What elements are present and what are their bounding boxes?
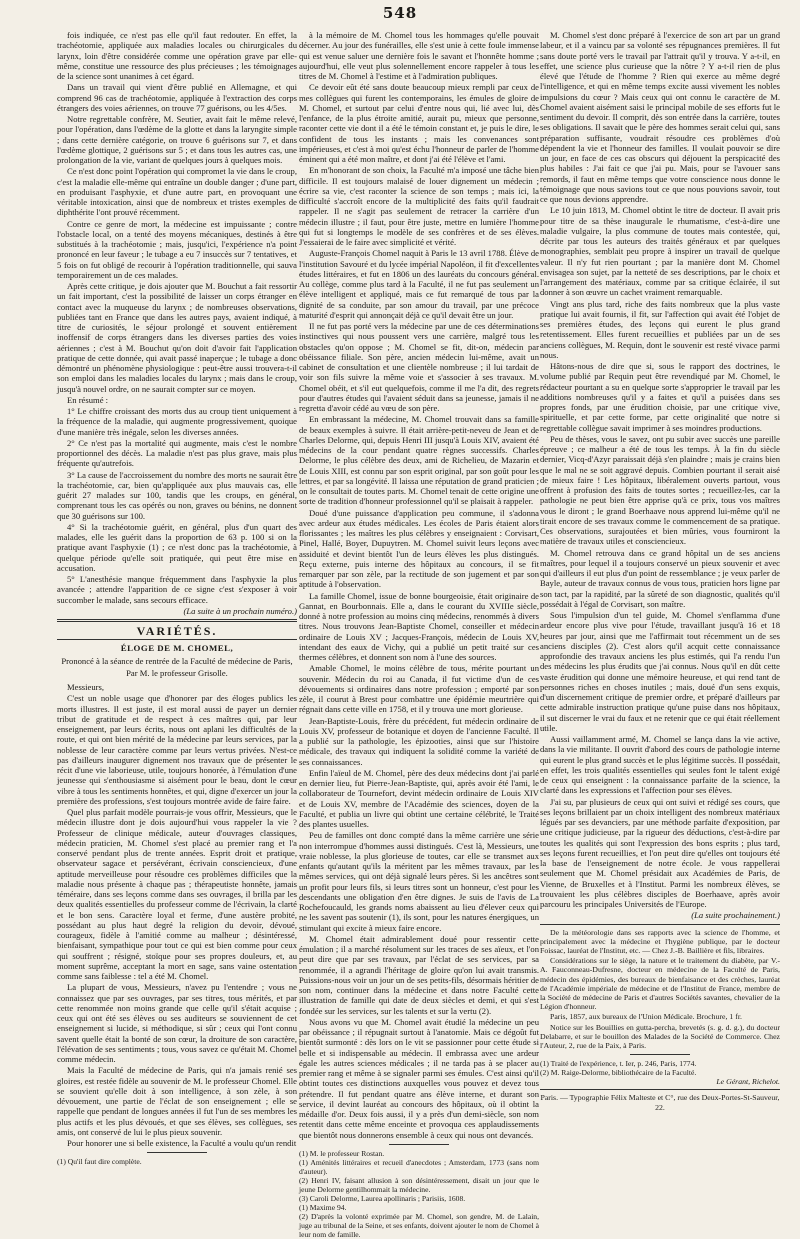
footnote: (1) M. le professeur Rostan.	[299, 1148, 385, 1158]
footnote: (1) Qu'il faut dire complète.	[57, 1157, 142, 1167]
paragraph: C'est un noble usage que d'honorer par des éloges publics les morts illustres. Il est juste, il est moral aussi de payer un dernier tribut de gratitude et de respect à ces maîtres qui, par leur enseignement, par leurs écrits, nous ont aplani les difficultés de la route, et qui ont bien mérité de la médecine par leurs services, par la noblesse de leur caractère comme par leurs vertus privées. N'est-ce pas d'ailleurs inaugurer dignement nos travaux que de présenter le récit d'une vie laborieuse, utile, toujours honorée, à l'émulation d'une jeunesse qui s'enthousiasme si aisément pour le beau, dont le cœur vibre à tous les sentiments honnêtes, et qui, digne d'exercer un jour la première des professions, s'est toujours montrée avide de faire faire.	[57, 693, 297, 806]
paragraph: fois indiquée, ce n'est pas elle qu'il faut redouter. En effet, la trachéotomie, appliquée aux maladies locales ou chirurgicales du larynx, loin d'être considérée comme une opération grave par elle-même, constitue une ressource des plus précieuses ; les témoignages de la science sont unanimes à cet égard.	[57, 30, 297, 81]
paragraph: Notre regrettable confrère, M. Seutier, avait fait le même relevé, pour l'opération, dans l'œdème de la glotte et dans la laryngite simple ; dans cette dernière catégorie, on trouve 6 guérisons sur 7, et dans l'œdème glottique, 2 guérisons sur 5 ; et dans tous les autres cas, une prolongation de la vie, variant de quelques jours à quelques mois.	[57, 114, 297, 165]
divider	[540, 924, 780, 925]
paragraph: En embrassant la médecine, M. Chomel trouvait dans sa famille de beaux exemples à suivre. Il était arrière-petit-neveu de Jean et de Charles Delorme, qui, depuis Henri III jusqu'à Louis XIV, avaient été médecins de la cour pendant quatre règnes successifs. Charles Delorme, le plus célèbre des deux, ami de Richelieu, de Mazarin et de Louis XIII, est connu par son esprit original, par son goût pour les lettres, et par sa longévité. Il laissa une réputation de grand praticien ; on le consultait de toutes parts. M. Chomel tenait de cette origine une sorte de tradition d'honneur professionnel qu'il se plaisait à rappeler.	[299, 414, 539, 507]
paragraph: Aussi vaillamment armé, M. Chomel se lança dans la vie active, dans la vie militante. Il ouvrit d'abord des cours de pathologie interne qui eurent le plus grand succès et le plus légitime succès. Il possédait, en effet, les trois qualités essentielles qui seules font le talent exigé de ceux qui enseignent : la connaissance parfaite de la science, la clarté dans les expressions et l'affection pour ses élèves.	[540, 734, 780, 796]
notice: Notice sur les Bouillies en gutta-percha, brevetés (s. g. d. g.), du docteur Delabarre, et sur le bouillon des Malades de la Société de Commerce. Chez l'Auteur, 2, rue de la Paix, à Paris.	[540, 1022, 780, 1050]
paragraph: La plupart de vous, Messieurs, n'avez pu l'entendre ; vous ne connaissez que par ses ouvrages, par ses titres, tous mérités, et par cette renommée non moins grande que celle qu'il s'était acquise ; ceux qui ont été ses élèves ou ses auditeurs se souviennent de cet enseignement si lucide, si méthodique, si sûr ; ceux qui l'ont connu savent quelle était la bonté de son cœur, la droiture de son caractère, l'élévation de ses sentiments ; tous, vous savez ce qu'était M. Chomel comme médecin.	[57, 982, 297, 1064]
footnote: (3) Caroli Delorme, Laurea apollinaris ; Parisiis, 1608.	[299, 1193, 466, 1203]
article-title: ÉLOGE DE M. CHOMEL,	[120, 643, 234, 654]
paragraph: Peu de thèses, vous le savez, ont pu subir avec succès une pareille épreuve ; ce malheur a été de tous les temps. À la fin du siècle dernier, Vicq-d'Azyr paraissait déjà s'en plaindre ; mais je crains bien que le mal ne se soit aggravé depuis. Combien pourtant il serait aisé de mieux faire ! Les hôpitaux, libéralement ouverts partout, vous offrent à profusion des faits de toutes sortes ; recueillez-les, car la pathologie ne peut bien être apprise qu'à ce prix, tous vos maîtres vous le diront ; le grand Boerhaave nous apprend lui-même qu'il ne tirait encore de ses travaux comme le commencement de sa pratique. Ces observations, surajoutées et bien mûries, vous fourniront la matière de travaux utiles et consciencieux.	[540, 433, 780, 547]
column-left	[57, 30, 298, 1167]
paragraph: Mais la Faculté de médecine de Paris, qui n'a jamais renié ses gloires, est restée fidèle au souvenir de M. le professeur Chomel. Elle se souvient qu'elle doit à son intelligence, à son zèle, à son dévouement, une partie de l'éclat de son enseignement ; elle se rappelle que pendant de longues années il fut l'un de ses membres les plus actifs et les plus dévoués, et que ses élèves, ses collègues, ses amis, ont conservé de lui le plus pieux souvenir.	[57, 1065, 297, 1137]
paragraph: Le 10 juin 1813, M. Chomel obtint le titre de docteur. Il avait pris pour titre de sa thèse inaugurale le rhumatisme, c'est-à-dire une maladie vulgaire, la plus commune de toutes mais contestée, qui, décrite par tous les auteurs des traités généraux et par quelques monographies, semblait peu propre à inspirer un travail de quelque valeur. Il n'y fut rien pourtant ; par la manière dont M. Chomel envisagea son sujet, par la netteté de ses descriptions, par le choix et l'arrangement des matériaux, comme par sa critique éclairée, il sut donner à son œuvre un cachet vraiment remarquable.	[540, 205, 780, 298]
paragraph: Auguste-François Chomel naquit à Paris le 13 avril 1788. Élève de l'institution Savouré et du lycée impérial Napoléon, il fit d'excellentes études littéraires, et fut en 1806 un des lauréats du concours général. Au collège, comme plus tard à la Faculté, il ne fut pas seulement un élève intelligent et appliqué, mais ce fut remarqué de tous par la dignité de sa conduite, par son amour du travail, par une précoce maturité d'esprit qui annonçait déjà ce qu'il devait être un jour.	[299, 248, 539, 320]
to-be-continued: (La suite à un prochain numéro.)	[183, 605, 297, 616]
paragraph: Amable Chomel, le moins célèbre de tous, mérite pourtant un souvenir. Médecin du roi au Canada, il fut victime d'un de ces dévouements si ordinaires dans notre profession ; emporté par son zèle, il courut à Brest pour combattre une épidémie meurtrière qui régnait dans cette ville en 1758, et il y trouva une mort glorieuse.	[299, 663, 539, 715]
footnote: (1) Traité de l'expérience, t. Ier, p. 246, Paris, 1774.	[540, 1059, 697, 1069]
footnotes	[57, 1157, 297, 1166]
paragraph: M. Chomel s'est donc préparé à l'exercice de son art par un grand labeur, et il a vaincu par sa volonté ses répugnances premières. Il fut sans doute porté vers le travail par l'attrait qu'il y trouva. Y a-t-il, en effet, une science plus curieuse que la nôtre ? Y a-t-il rien de plus élevé que l'étude de l'homme ? Rien qui exerce au même degré l'intelligence, et qui en même temps excite aussi vivement les nobles impulsions du cœur ? Mais ceux qui ont connu le caractère de M. Chomel avaient aisément saisi le principal mobile de ses efforts fut le sentiment du devoir. Il comprit, dès son entrée dans la carrière, toutes ses obligations. Il savait que le père des hommes serait celui qui, sans préparation suffisante, voudrait résoudre ces problèmes d'où dépendent la vie et l'honneur des familles. Il voulait pouvoir se dire un jour, en face de ces cas obscurs qui déjouent la perspicacité des plus habiles : J'ai fait ce que j'ai pu. Mais, pour se l'avouer sans remords, il faut en même temps que votre conscience nous donne le témoignage que nous savions tout ce que nous pouvions savoir, tout ce que nous devions apprendre.	[540, 30, 780, 204]
divider	[540, 1089, 780, 1090]
paragraph: Hâtons-nous de dire que si, sous le rapport des doctrines, le volume publié par Requin peut être revendiqué par M. Chomel, le rédacteur pourtant a su en quelque sorte s'approprier le travail par les additions nombreuses qu'il y a faites et qu'il a puisées dans ses propres fonds, par une érudition choisie, par une critique vive, spirituelle, et par cette forme, par cette originalité que notre si regrettable collègue savait imprimer à ses moindres productions.	[540, 361, 780, 433]
paragraph: Nous avons vu que M. Chomel avait étudié la médecine un peu par obéissance ; il répugnait surtout à l'anatomie. Mais ce dégoût fut bientôt surmonté : dès lors on le vit se passionner pour cette étude si belle et si indispensable au médecin. Il embrassa avec une ardeur égale les autres sciences médicales ; il ne tarda pas à se placer au premier rang et même à se signaler parmi ses émules. C'est ainsi qu'il obtint toutes ces distinctions auxquelles vous pouvez et devez tous prétendre. Il fut pendant quatre ans élève interne, et durant son service, il devint lauréat au concours des hôpitaux, où il obtint la médaille d'or. Deux fois aussi, il y a près d'un demi-siècle, son nom retentit dans cette même enceinte et provoqua ces applaudissements que bientôt nous donnerons ensemble à ceux qui nous ont devancés.	[299, 1016, 539, 1140]
paragraph: Enfin l'aïeul de M. Chomel, père des deux médecins dont j'ai parlé en dernier lieu, fut Pierre-Jean-Baptiste, qui, après avoir été l'ami, le collaborateur de Tournefort, devint médecin ordinaire de Louis XIV et de Louis XV, membre de l'Académie des sciences, doyen de la Faculté, et publia un livre qui obtint une certaine célébrité, le Traité des plantes usuelles.	[299, 767, 539, 829]
paragraph: La famille Chomel, issue de bonne bourgeoisie, était originaire de Gannat, en Bourbonnais. Elle a, dans le courant du XVIIIe siècle, donné à notre profession au moins cinq médecins, renommés à divers titres. Nous trouvons Jean-Baptiste Chomel, conseiller et médecin ordinaire de Louis XV ; Jacques-François, médecin de Louis XV, intendant des eaux de Vichy, qui a publié un petit traité sur ces thermes célèbres, et donnent son nom à l'une des sources.	[299, 590, 539, 662]
paragraph: Messieurs,	[67, 682, 104, 692]
paragraph: Sous l'impulsion d'un tel guide, M. Chomel s'enflamma d'une ardeur encore plus vive pour l'étude, travaillant jusqu'à 16 et 18 heures par jour, ainsi que me l'affirmait tout récemment un de ses anciens disciples (2). C'est alors qu'il acquit cette connaissance approfondie des travaux anciens les plus estimés, qui l'a rendu l'un des médecins les plus érudits que j'ai connus. Nous qu'il en dût cette vaste érudition qui donne une mémoire heureuse, et qui rend tant de personnes riches en choses inutiles ; mais, doué d'un sens exquis, d'un discernement critique de premier ordre, et préparé d'ailleurs par cette admirable instruction pratique qu'une puise dans nos hôpitaux, il sut discerner le vrai du faux et ne retenir que ce qui était réellement utile.	[540, 610, 780, 733]
footnotes	[540, 1059, 780, 1077]
footnote: (2) M. Raige-Delorme, bibliothécaire de la Faculté.	[540, 1068, 697, 1078]
divider	[57, 639, 297, 640]
paragraph: 5° L'anesthésie manque fréquemment dans l'asphyxie la plus avancée ; attendre l'apparition de ce signe c'est s'exposer à voir succomber le malade, sans secours efficace.	[57, 574, 297, 605]
paragraph: Doué d'une puissance d'application peu commune, il s'adonna avec ardeur aux études médicales. Les écoles de Paris étaient alors florissantes ; les maîtres les plus célèbres y enseignaient : Corvisart, Pinel, Hallé, Boyer, Dupuytren. M. Chomel suivit leurs leçons avec assiduité et devint bientôt l'un de leurs élèves les plus distingués. Reçu externe, puis interne des hôpitaux au concours, il se fit remarquer par son zèle, par la rectitude de son jugement et par son aptitude à l'observation.	[299, 507, 539, 590]
to-be-continued: (La suite prochainement.)	[691, 910, 780, 921]
paragraph: Après cette critique, je dois ajouter que M. Bouchut a fait ressortir un fait important, c'est la possibilité de laisser un corps étranger en contact avec la muqueuse du larynx ; de nombreuses observations, publiées tant en France que dans les autres pays, avaient indiqué, à titre de curiosités, le séjour prolongé et souvent entièrement inoffensif de corps étrangers dans les diverses parties des voies aériennes ; c'est à M. Bouchut qu'on doit d'avoir fait l'application pratique de cette donnée, qui avait passé inaperçue ; le tubage a donc démontré un phénomène physiologique : peut-être aussi trouvera-t-il son emploi dans les maladies locales du larynx ; mais dans le croup, jusqu'à nouvel ordre, on ne saurait compter sur ce moyen.	[57, 281, 297, 394]
footnote-rule	[630, 1054, 690, 1055]
paragraph: Dans un travail qui vient d'être publié en Allemagne, et qui comprend 96 cas de trachéotomie, appliquée à l'extraction des corps étrangers des voies aériennes, on trouve 77 guérisons, ou les 4/5es.	[57, 82, 297, 113]
footnote-rule	[147, 1152, 207, 1153]
book-notices	[540, 928, 780, 1051]
paragraph: Peu de familles ont donc compté dans la même carrière une série non interrompue d'hommes aussi distingués. C'est là, Messieurs, une vraie noblesse, la plus glorieuse de toutes, car elle se transmet aux enfants qu'autant qu'ils la méritent par les mêmes travaux, par les mêmes services, qui ont déjà signalé leurs pères. Si les ancêtres sont un profit pour leurs fils, si leurs titres sont un honneur, c'est pour les descendants une obligation d'en être dignes. Je suis de l'avis de La Rochefoucauld, les grands noms abaissent au lieu d'élever ceux qui ne les savent pas soutenir (1), ils sont, pour les natures énergiques, un stimulant qui excite à mieux faire encore.	[299, 830, 539, 933]
paragraph: En résumé :	[67, 394, 109, 405]
paragraph: Vingt ans plus tard, riche des faits nombreux que la plus vaste pratique lui avait fournis, il fit, sur l'affection qui avait été l'objet de ses premières études, des leçons qui eurent le plus grand retentissement. Elles furent recueillies et publiées par un de ses anciens collègues, M. Requin, dont le souvenir est resté vivace parmi nous.	[540, 298, 780, 360]
paragraph: 2° Ce n'est pas la mortalité qui augmente, mais c'est le nombre proportionnel des décès. La maladie n'est pas plus grave, mais plus fréquente qu'autrefois.	[57, 437, 297, 469]
paragraph: Il ne fut pas porté vers la médecine par une de ces déterminations instinctives qui nous poussent vers une carrière, malgré tous les obstacles qu'on oppose ; M. Chomel se fit, dit-on, médecin par obéissance filiale. Son père, ancien médecin lui-même, avait un cabinet de consultation et une clientèle nombreuse ; il lui tardait de voir son fils suivre la même voie et s'associer à ses travaux. M. Chomel obéit, et s'il eut quelquefois, comme il me l'a dit, des regrets pour d'autres études qui l'avaient séduit dans sa jeunesse, jamais il ne regretta d'avoir cédé au vœu de son père.	[299, 321, 539, 413]
paragraph: 3° La cause de l'accroissement du nombre des morts ne saurait être la trachéotomie, car, bien qu'appliquée aux plus mauvais cas, elle guérit 27 malades sur 100, tandis que les croups, en général, comprenant tous les cas opérés ou non, graves ou bénins, ne donnent que 30 guérisons sur 100.	[57, 469, 298, 521]
footnotes	[299, 1149, 539, 1239]
page-number: 548	[382, 4, 418, 22]
paragraph: 1° Le chiffre croissant des morts dus au croup tient uniquement à la fréquence de la maladie, qui augmente progressivement, quoique d'une manière très inégale, selon les diverses années.	[57, 406, 297, 437]
notice: Paris, 1857, aux bureaux de l'Union Médicale. Brochure, 1 fr.	[550, 1012, 742, 1022]
paragraph: 4° Si la trachéotomie guérit, en général, plus d'un quart des malades, elle les guérit dans la proportion de 63 p. 100 si on la pratique avant l'asphyxie (1) ; ce n'est donc pas la trachéotomie, à quelque période qu'elle soit pratiquée, qui peut être mise en accusation.	[57, 521, 297, 573]
column-middle	[299, 30, 539, 1239]
footnote: (1) Maxime 94.	[299, 1202, 347, 1212]
printer-imprint: Paris. — Typographie Félix Malteste et C°, rue des Deux-Portes-St-Sauveur, 22.	[540, 1093, 780, 1112]
divider	[57, 619, 297, 622]
footnote: (2) D'après la volonté exprimée par M. Chomel, son gendre, M. de Lalain, juge au tribunal de la Seine, et ses enfants, doivent ajouter le nom de Chomel à leur nom de famille.	[299, 1211, 539, 1239]
gerant-signature: Le Gérant, Richelot.	[716, 1077, 780, 1087]
notice: Considérations sur le siège, la nature et le traitement du diabète, par V.-A. Fauconneau-Dufresne, docteur en médecine de la Faculté de Paris, médecin des épidémies, des bureaux de bienfaisance et des crèches, lauréat de l'Académie impériale de médecine et de l'Institut de France, membre de la Société de médecine de Paris et d'autres Sociétés savantes, chevalier de la Légion d'honneur.	[540, 956, 780, 1012]
article-subtitle: Prononcé à la séance de rentrée de la Faculté de médecine de Paris,	[61, 655, 293, 666]
notice: De la météorologie dans ses rapports avec la science de l'homme, et principalement avec la médecine et l'hygiène publique, par le docteur Foissac, lauréat de l'Institut, etc. — Chez J.-B. Baillière et fils, libraires.	[540, 927, 780, 955]
paragraph: Ce n'est donc point l'opération qui compromet la vie dans le croup, c'est la maladie elle-même qui entraîne un double danger ; d'une part, en produisant l'asphyxie, et d'une autre part, en provoquant une véritable intoxication, ainsi que de nombreux et tristes exemples de diphthérite l'ont prouvé récemment.	[57, 166, 297, 218]
paragraph: Ce devoir eût été sans doute beaucoup mieux rempli par ceux de mes collègues qui furent les contemporains, les émules de gloire de M. Chomel, et surtout par celui d'entre nous qui, lié avec lui, dès l'enfance, de la plus étroite amitié, aurait pu, mieux que personne, raconter cette vie dont il a été le témoin constant et, je puis le dire, le confident de tous les instants ; mais les convenances sont impérieuses, et c'est à moi qu'est échu l'honneur de parler de l'homme éminent qui a été mon maître, et dont j'ai été l'élève et l'ami.	[299, 82, 539, 164]
paragraph: M. Chomel était admirablement doué pour ressentir cette émulation ; il a marché résolument sur les traces de ses aïeux, et l'on peut dire que par ses travaux, par l'éclat de ses services, par sa renommée, il a agrandi l'héritage de gloire qu'on lui avait transmis. Puissions-nous voir un jour un de ses petits-fils, désormais héritier de son nom, continuer dans la médecine et dans notre Faculté cette illustration de famille qui date de deux siècles et demi, et qui s'est fondée sur les services, sur les talents et sur la vertu (2).	[299, 933, 539, 1016]
footnote-rule	[389, 1144, 449, 1145]
paragraph: à la mémoire de M. Chomel tous les hommages qu'elle pouvait décerner. Au jour des funérailles, elle s'est unie à cette foule immense qui est venue saluer une dernière fois le savant et l'honnête homme ; aujourd'hui, elle veut plus solennellement encore rappeler à tous les titres de M. Chomel à l'estime et à l'admiration publiques.	[299, 30, 539, 81]
footnote: (1) Aménités littéraires et recueil d'anecdotes ; Amsterdam, 1773 (sans nom d'auteur).	[299, 1157, 539, 1176]
paragraph: Jean-Baptiste-Louis, frère du précédent, fut médecin ordinaire de Louis XV, professeur de botanique et doyen de l'ancienne Faculté. Il a publié sur la pathologie, les épizooties, ainsi que sur l'histoire médicale, des travaux qui indiquent la solidité comme la variété de ses connaissances.	[299, 715, 539, 767]
paragraph: M. Chomel retrouva dans ce grand hôpital un de ses anciens maîtres, pour lequel il a toujours conservé un pieux souvenir et avec qui d'ailleurs il eut plus d'un point de ressemblance ; je veux parler de Bayle, auteur de travaux connus de vous tous, praticien hors ligne par son tact, par la rapidité, par la sûreté de son diagnostic, qualités qu'il possédait à l'égal de Corvisart, son maître.	[540, 547, 780, 609]
paragraph: J'ai su, par plusieurs de ceux qui ont suivi et rédigé ses cours, que ses leçons brillaient par un choix intelligent des nombreux matériaux légués par ses devanciers, par une méthode parfaite d'exposition, par une critique judicieuse, par la rigueur des déductions, c'est-à-dire par toutes les qualités qui sont l'expression des bons esprits ; plus tard, ses leçons furent recueillies, et l'on peut dire qu'elles ont toujours été la base de l'enseignement de notre école. Je vous rappellerai seulement que M. Chomel présidait aux Académies de Paris, de Vienne, de Bruxelles et à l'Institut. Parmi les nombreux élèves, se trouvaient les plus célèbres disciples de Boerhaave, après avoir parcouru les principales Universités de l'Europe.	[540, 796, 780, 909]
footnote: (2) Henri IV, faisant allusion à son désintéressement, disait un jour que le jeune Delorme gentilhommait la médecine.	[299, 1175, 539, 1194]
paragraph: Contre ce genre de mort, la médecine est impuissante ; contre l'obstacle local, on a tenté des moyens mécaniques, destinés à être substitués à la trachéotomie ; mais, jusqu'ici, l'expérience n'a point prononcé en leur faveur ; le tubage a eu 7 insuccès sur 7 tentatives, et 5 fois on fut obligé de recourir à l'opération traditionnelle, qui sauva temporairement un de ces malades.	[57, 218, 297, 280]
paragraph: En m'honorant de son choix, la Faculté m'a imposé une tâche bien difficile. Il est toujours malaisé de louer dignement un médecin ; écrire sa vie, c'est raconter la science de son temps ; mais ici, la difficulté s'accroît encore de la multiplicité des faits qu'il faudrait rappeler. Il ne s'agit pas seulement de retracer la carrière d'un médecin illustre ; il faut, pour être juste, mettre en lumière l'homme qui fut si longtemps le modèle de ses confrères et de ses élèves. J'essaierai de le faire avec simplicité et vérité.	[299, 165, 539, 247]
paragraph: Pour honorer une si belle existence, la Faculté a voulu qu'un rendit	[67, 1138, 297, 1148]
column-right	[540, 30, 780, 1112]
paragraph: Quel plus parfait modèle pourrais-je vous offrir, Messieurs, que le médecin illustre dont je dois aujourd'hui vous rappeler la vie ? Professeur de clinique médicale, auteur d'ouvrages classiques, médecin praticien, M. Chomel s'est placé au premier rang et l'a conservé pendant plus de trente années. Esprit droit et pratique, observateur sagace et persévérant, écrivain consciencieux, d'une aptitude merveilleuse pour résoudre ces problèmes difficiles que la maladie nous présente à chaque pas ; thérapeutiste honnête, jamais téméraire, dans ses leçons comme dans ses ouvrages, il brilla par les deux qualités essentielles du professeur comme de l'écrivain, la clarté et le bon sens. Caractère loyal et ferme, d'une austère probité, possédant au plus haut degré la religion du devoir, dévoué, courageux, fidèle à l'amitié comme au malheur ; désintéressé, bienfaisant, sympathique pour tout ce qui est bien comme pour ceux qui souffrent ; résigné, stoïque pour ses propres douleurs, et, au moment suprême, acceptant la mort en sage, sans vaine ostentation comme sans faiblesse : tel a été M. Chomel.	[57, 807, 297, 981]
section-title: VARIÉTÉS.	[136, 624, 218, 638]
article-author: Par M. le professeur Grisolle.	[126, 667, 228, 678]
